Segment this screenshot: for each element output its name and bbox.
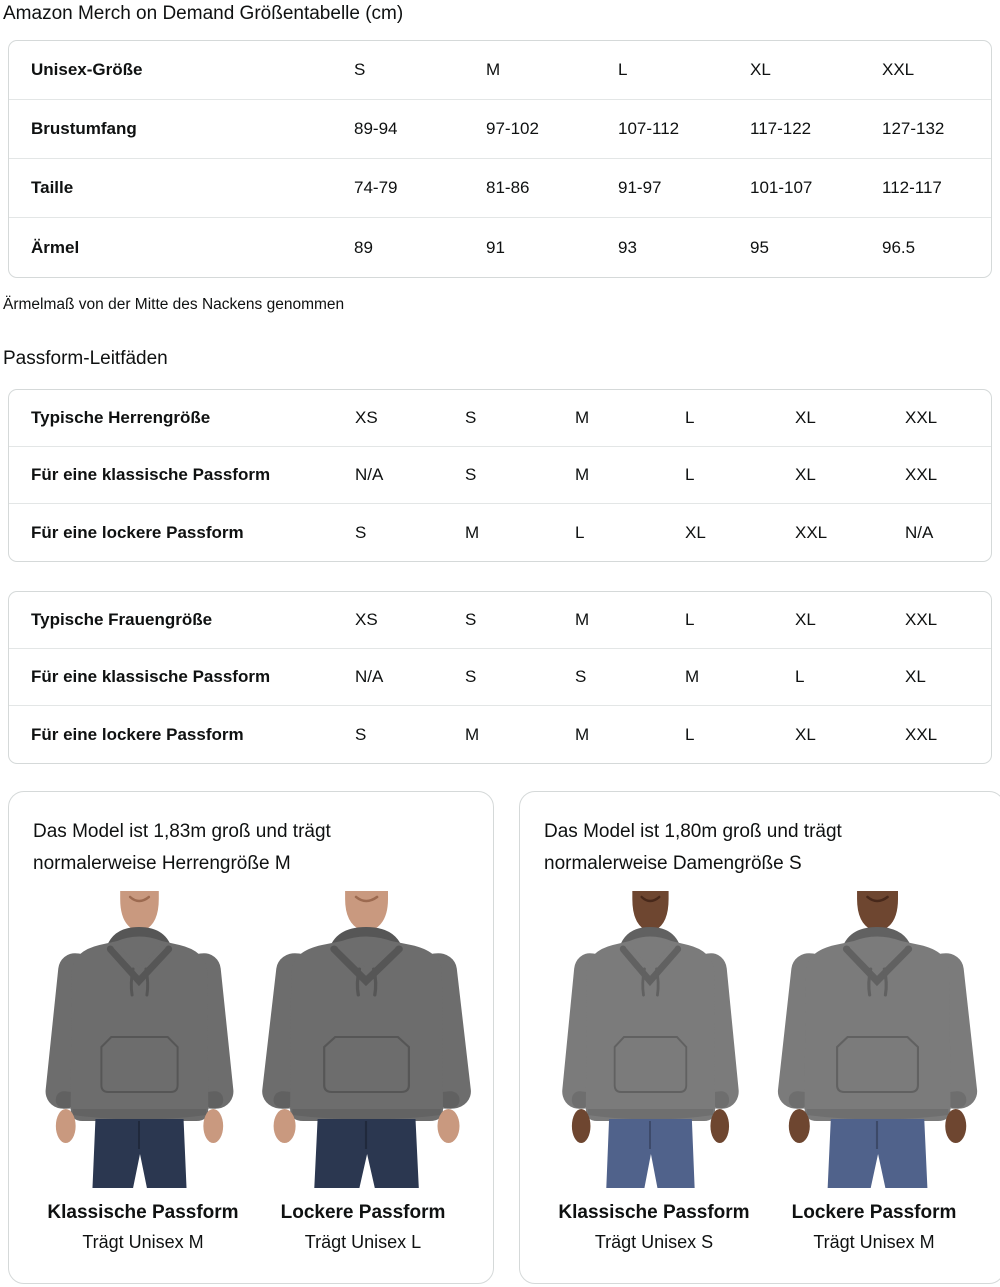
size-value-cell: XXL bbox=[905, 610, 938, 629]
table-row bbox=[9, 218, 991, 277]
size-value-cell: M bbox=[465, 724, 480, 744]
size-value-cell: L bbox=[685, 610, 695, 629]
female-model-classic-fit-photo bbox=[544, 891, 757, 1188]
size-value-cell: N/A bbox=[355, 667, 384, 686]
size-value-cell: 91 bbox=[486, 237, 505, 257]
table-row bbox=[9, 504, 991, 561]
size-value-cell: 112-117 bbox=[882, 178, 942, 197]
size-value-cell: XL bbox=[795, 408, 816, 427]
size-value-cell: XS bbox=[355, 610, 378, 629]
table-row bbox=[9, 41, 991, 100]
size-value-cell: XL bbox=[795, 465, 816, 484]
size-worn-label: Trägt Unisex S bbox=[594, 1232, 714, 1252]
model-description: Das Model ist 1,80m groß und trägt normalerweise Damengröße S bbox=[544, 821, 842, 874]
fit-label: Klassische Passform bbox=[558, 1202, 750, 1223]
table-row bbox=[9, 390, 991, 447]
size-value-cell: 91-97 bbox=[618, 178, 662, 197]
table-row bbox=[9, 592, 991, 649]
size-value-cell: M bbox=[685, 667, 700, 686]
row-header-label: Für eine lockere Passform bbox=[31, 724, 244, 744]
size-value-cell: S bbox=[465, 465, 477, 484]
size-value-cell: XXL bbox=[905, 465, 938, 484]
model-photos bbox=[544, 891, 984, 1188]
size-value-cell: M bbox=[575, 465, 590, 484]
size-value-cell: S bbox=[465, 610, 477, 629]
table-row bbox=[9, 100, 991, 159]
size-value-cell: 93 bbox=[618, 237, 637, 257]
size-value-cell: XL bbox=[905, 667, 926, 686]
size-value-cell: S bbox=[355, 522, 367, 542]
table-row bbox=[9, 706, 991, 763]
row-header-label: Unisex-Größe bbox=[31, 60, 143, 79]
hoodie-model-illustration bbox=[33, 891, 246, 1188]
row-header-label: Typische Herrengröße bbox=[31, 408, 211, 427]
size-value-cell: 89-94 bbox=[354, 119, 398, 138]
size-value-cell: XL bbox=[795, 724, 816, 744]
size-value-cell: 95 bbox=[750, 237, 769, 257]
size-value-cell: XXL bbox=[905, 408, 938, 427]
photo-captions bbox=[33, 1199, 473, 1257]
caption-classic-fit bbox=[544, 1199, 764, 1257]
table-row bbox=[9, 159, 991, 218]
photo-captions bbox=[544, 1199, 984, 1257]
size-value-cell: L bbox=[685, 408, 695, 427]
size-value-cell: 101-107 bbox=[750, 178, 813, 197]
page-title: Amazon Merch on Demand Größentabelle (cm) bbox=[3, 3, 404, 24]
size-worn-label: Trägt Unisex L bbox=[304, 1232, 422, 1252]
size-value-cell: L bbox=[795, 667, 805, 686]
size-value-cell: M bbox=[575, 724, 590, 744]
size-value-cell: L bbox=[618, 60, 628, 79]
row-header-label: Ärmel bbox=[31, 237, 80, 257]
size-worn-label: Trägt Unisex M bbox=[82, 1232, 204, 1252]
size-value-cell: S bbox=[575, 667, 587, 686]
size-value-cell: XXL bbox=[905, 724, 938, 744]
size-value-cell: S bbox=[354, 60, 366, 79]
size-value-cell: XL bbox=[795, 610, 816, 629]
size-value-cell: N/A bbox=[355, 465, 384, 484]
model-photos bbox=[33, 891, 473, 1188]
size-value-cell: M bbox=[575, 408, 590, 427]
model-description: Das Model ist 1,83m groß und trägt normalerweise Herrengröße M bbox=[33, 821, 331, 874]
caption-classic-fit bbox=[33, 1199, 253, 1257]
size-value-cell: 74-79 bbox=[354, 178, 398, 197]
unisex-size-table bbox=[8, 40, 992, 278]
row-header-label: Für eine klassische Passform bbox=[31, 465, 271, 484]
size-value-cell: N/A bbox=[905, 522, 934, 542]
model-cards-row bbox=[8, 791, 992, 1284]
size-value-cell: 96.5 bbox=[882, 237, 916, 257]
size-value-cell: XL bbox=[685, 522, 706, 542]
size-value-cell: 89 bbox=[354, 237, 373, 257]
size-value-cell: M bbox=[465, 522, 480, 542]
womens-model-card bbox=[519, 791, 1000, 1284]
mens-model-card bbox=[8, 791, 494, 1284]
female-model-loose-fit-photo bbox=[771, 891, 984, 1188]
fit-label: Lockere Passform bbox=[280, 1202, 446, 1223]
size-value-cell: S bbox=[355, 724, 367, 744]
size-value-cell: M bbox=[486, 60, 501, 79]
male-model-loose-fit-photo bbox=[260, 891, 473, 1188]
size-value-cell: 127-132 bbox=[882, 119, 945, 138]
fit-guides-heading: Passform-Leitfäden bbox=[3, 348, 168, 369]
size-value-cell: S bbox=[465, 408, 477, 427]
row-header-label: Taille bbox=[31, 178, 74, 197]
row-header-label: Für eine klassische Passform bbox=[31, 667, 271, 686]
size-value-cell: XS bbox=[355, 408, 378, 427]
caption-loose-fit bbox=[253, 1199, 473, 1257]
hoodie-model-illustration bbox=[771, 891, 984, 1188]
size-value-cell: XXL bbox=[882, 60, 915, 79]
hoodie-model-illustration bbox=[260, 891, 473, 1188]
table-row bbox=[9, 447, 991, 504]
size-value-cell: L bbox=[685, 724, 695, 744]
mens-fit-table bbox=[8, 389, 992, 562]
row-header-label: Brustumfang bbox=[31, 119, 137, 138]
size-value-cell: L bbox=[575, 522, 585, 542]
size-value-cell: 81-86 bbox=[486, 178, 530, 197]
size-value-cell: M bbox=[575, 610, 590, 629]
size-value-cell: 107-112 bbox=[618, 119, 680, 138]
size-value-cell: L bbox=[685, 465, 695, 484]
hoodie-model-illustration bbox=[544, 891, 757, 1188]
fit-label: Lockere Passform bbox=[791, 1202, 957, 1223]
fit-label: Klassische Passform bbox=[47, 1202, 239, 1223]
size-value-cell: 117-122 bbox=[750, 119, 812, 138]
size-value-cell: 97-102 bbox=[486, 119, 539, 138]
table-row bbox=[9, 649, 991, 706]
caption-loose-fit bbox=[764, 1199, 984, 1257]
male-model-classic-fit-photo bbox=[33, 891, 246, 1188]
size-worn-label: Trägt Unisex M bbox=[813, 1232, 935, 1252]
size-value-cell: XL bbox=[750, 60, 771, 79]
size-value-cell: S bbox=[465, 667, 477, 686]
size-value-cell: XXL bbox=[795, 522, 828, 542]
womens-fit-table bbox=[8, 591, 992, 764]
row-header-label: Für eine lockere Passform bbox=[31, 522, 244, 542]
row-header-label: Typische Frauengröße bbox=[31, 610, 213, 629]
sleeve-measure-note: Ärmelmaß von der Mitte des Nackens genommen bbox=[3, 296, 345, 313]
